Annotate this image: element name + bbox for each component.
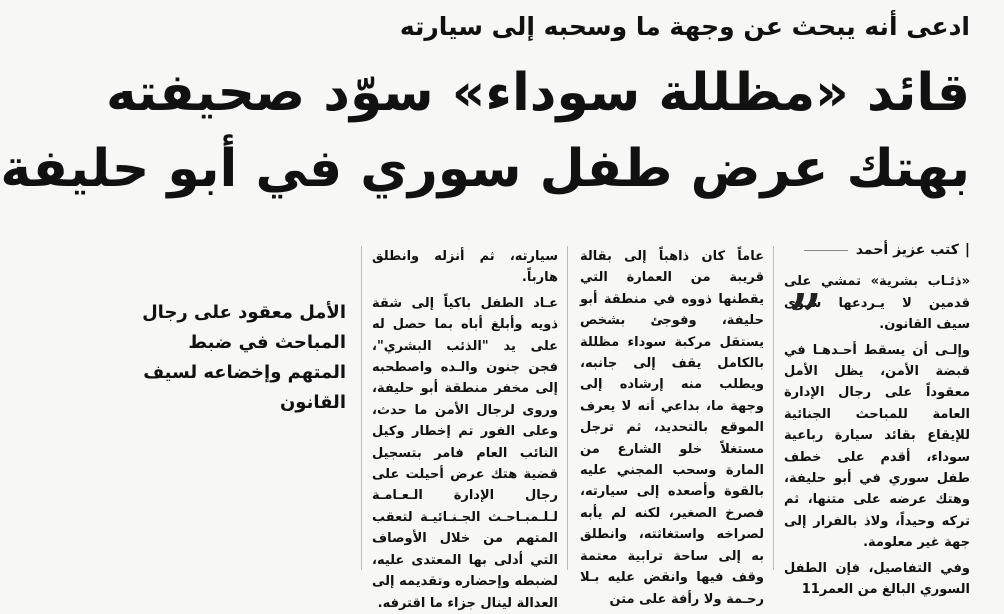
article-column-2 [580, 246, 764, 607]
article-column-3 [372, 246, 558, 611]
column-divider [567, 246, 568, 570]
column-divider [361, 246, 362, 570]
column-3-paragraph-2: عـاد الطفل باكياً إلى شقة ذويه وأبلغ أباه بما حصل له على يد "الذئب البشري"، فجن جنون والـده واصطحبه إلى مخفر منطقة أبو حليفة، وروى لرجال الأمن ما حدث، وعلى الفور تم إخطار وكيل النائب العام فامر بتسجيل قضية هتك عرض أحيلت على رجال الإدارة الـعـامـة لـلـمبـاحـث الجـنـائيـة لتعقب المتهم من خلال الأوصاف التي أدلى بها المعتدى عليه، لضبطه وإحضاره وتقديمه إلى العدالة لينال جزاء ما اقترفه. [372, 295, 558, 611]
kicker-subheadline: ادعى أنه يبحث عن وجهة ما وسحبه إلى سيارته [399, 12, 970, 41]
headline-line-2: بهتك عرض طفل سوري في أبو حليفة [0, 139, 970, 199]
column-3-paragraph-1: سيارته، ثم أنزله وانطلق هارباً. [372, 249, 558, 286]
column-2-paragraph-1: عاماً كان ذاهباً إلى بقالة قريبة من العمارة التي يقطنها ذووه في منطقة أبو حليفة، وفوجئ بشخص يستقل مركبة سوداء مظللة بالكامل يقف إلى جانبه، ويطلب منه إرشاده إلى وجهة ما، بداعي أنه لا يعرف الموقع بالتحديد، ثم ترجل مستغلاً خلو الشارع من المارة وسحب المجني عليه بالقوة وأصعده إلى سيارته، فصرخ الصغير، لكنه لم يأبه لصراخه واستغاثته، وانطلق به إلى ساحة ترابية معتمة وقف فيها وانقض عليه بـلا رحـمة ولا رأفة على متن [580, 249, 764, 607]
column-1-paragraph-1: «ذئـاب بشرية» تمشي على قدمين لا يـردعها سـوى سيف القانون. [784, 274, 970, 333]
column-1-paragraph-2: وإلـى أن يسقط أحـدهـا في قبضة الأمن، يظل الأمل معقوداً على رجال الإدارة العامة للمباحث الجنائية للإيقاع بقائد سيارة رباعية سوداء، أقدم على خطف طفل سوري في أبو حليفة، وهتك عرضه على متنها، ثم تركه وحيداً، ولاذ بالفرار إلى جهة غير معلومة. [784, 342, 970, 551]
column-divider [773, 246, 774, 570]
quote-mark-icon: „ [788, 236, 825, 318]
pull-quote: الأمل معقود على رجال المباحث في ضبط المتهم وإخضاعه لسيف القانون [142, 302, 346, 413]
headline-line-1: قائد «مظللة سوداء» سوّد صحيفته [106, 63, 970, 123]
byline: | كتب عزيز أحمد [784, 240, 970, 261]
column-1-paragraph-3: وفي التفاصيل، فإن الطفل السوري البالغ من العمر11 [784, 560, 970, 598]
